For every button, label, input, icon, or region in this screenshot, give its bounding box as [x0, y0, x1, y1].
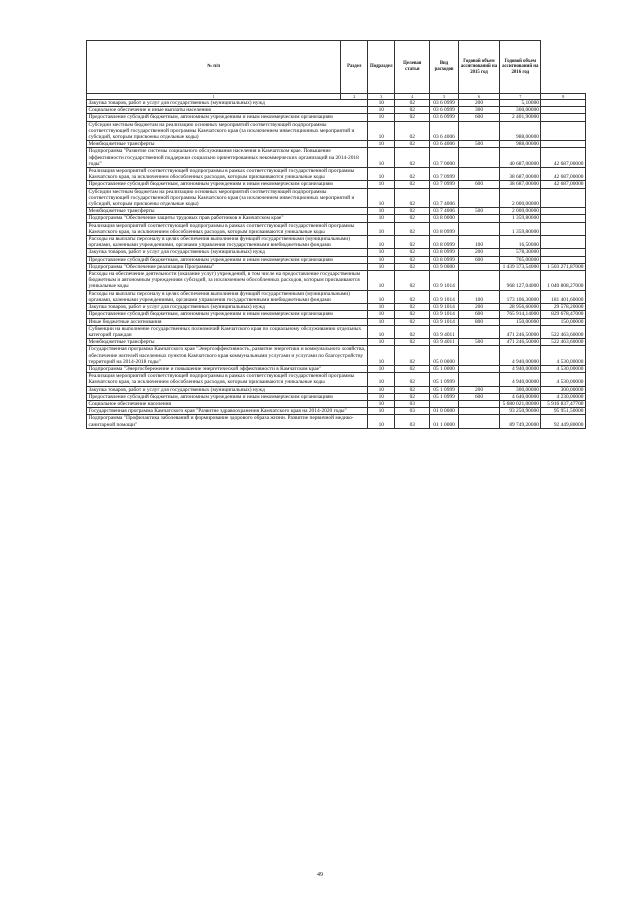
- row-razdel: 10: [368, 249, 395, 256]
- table-row: [87, 318, 586, 325]
- row-podrazdel: 02: [395, 222, 430, 235]
- row-expense-type: [458, 365, 499, 372]
- row-expense-type: [458, 325, 499, 338]
- row-target-article: 03 8 0999: [430, 222, 459, 235]
- header-target-article: Целевая статья: [395, 41, 430, 94]
- row-target-article: 03 8 0999: [430, 236, 459, 249]
- row-name: Государственная программа Камчатского края "Энергоэффективность, развитие энергетики и коммунального хозяйства, обеспечение жителей населенных пунктов Камчатского края коммунальными услугами и услугами по благоустройству территорий на 2014-2018 годы": [87, 346, 368, 366]
- table-row: [87, 107, 586, 114]
- row-amount-2015: 16,50000: [500, 236, 541, 249]
- row-target-article: 01 0 0000: [430, 408, 459, 415]
- row-name: Подпрограмма "Энергосбережение и повышение энергетической эффективности в Камчатском крае": [87, 365, 368, 372]
- row-amount-2015: 1 359,80000: [500, 222, 541, 235]
- row-name: Субсидии местным бюджетам на реализацию основных мероприятий соответствующей подпрограммы соответствующей государственной программы Камчатского края (за исключением инвестиционных мероприятий и субсидий, которым присвоены отдельные коды): [87, 188, 368, 208]
- row-podrazdel: 02: [395, 339, 430, 346]
- row-target-article: 03 6 4006: [430, 121, 459, 141]
- row-podrazdel: 02: [395, 325, 430, 338]
- row-amount-2016: 4 530,00000: [541, 365, 586, 372]
- row-razdel: 10: [368, 121, 395, 141]
- row-amount-2015: 150,00000: [500, 318, 541, 325]
- row-target-article: 03 9 4011: [430, 339, 459, 346]
- row-amount-2016: 1 503 271,87000: [541, 263, 586, 270]
- row-name: Расходы на выплаты персоналу в целях обеспечения выполнения функций государственными (муниципальными) органами, казенными учреждениями, органами управления государственными внебюджетными фондами: [87, 236, 368, 249]
- row-amount-2015: 988,00000: [500, 121, 541, 141]
- row-target-article: 05 0 0000: [430, 346, 459, 366]
- row-podrazdel: 02: [395, 121, 430, 141]
- table-row: [87, 236, 586, 249]
- table-row: [87, 304, 586, 311]
- row-amount-2016: [541, 121, 586, 141]
- row-razdel: 10: [368, 386, 395, 393]
- row-expense-type: 200: [458, 100, 499, 107]
- row-target-article: 03 8 0999: [430, 249, 459, 256]
- row-amount-2016: 300,00000: [541, 386, 586, 393]
- column-number: 5: [430, 94, 459, 100]
- row-razdel: 10: [368, 408, 395, 415]
- row-expense-type: 200: [458, 304, 499, 311]
- row-razdel: 10: [368, 222, 395, 235]
- page-number: 49: [317, 872, 323, 878]
- row-amount-2015: 28 956,60000: [500, 304, 541, 311]
- row-razdel: 10: [368, 141, 395, 148]
- row-target-article: 03 9 1014: [430, 271, 459, 291]
- row-podrazdel: 02: [395, 100, 430, 107]
- row-amount-2015: 765 914,14000: [500, 311, 541, 318]
- row-podrazdel: 02: [395, 181, 430, 188]
- row-amount-2015: 4 640,00000: [500, 393, 541, 400]
- row-amount-2016: 4 530,00000: [541, 346, 586, 366]
- row-amount-2016: 42 687,00000: [541, 181, 586, 188]
- row-target-article: 01 1 0000: [430, 415, 459, 428]
- row-target-article: 03 8 0000: [430, 215, 459, 222]
- row-podrazdel: 02: [395, 236, 430, 249]
- row-podrazdel: 02: [395, 304, 430, 311]
- table-row: [87, 339, 586, 346]
- row-name: Социальное обеспечение населения: [87, 400, 368, 407]
- row-name: Подпрограмма "Обеспечение защиты трудовых прав работников в Камчатском крае": [87, 215, 368, 222]
- row-expense-type: 600: [458, 181, 499, 188]
- row-razdel: 10: [368, 188, 395, 208]
- row-name: Реализация мероприятий соответствующей подпрограммы в рамках соответствующей государственной программы Камчатского края, за исключением обособленных расходов, которым присваиваются уникальные коды: [87, 222, 368, 235]
- row-amount-2015: 38 687,00000: [500, 181, 541, 188]
- row-podrazdel: 02: [395, 365, 430, 372]
- row-name: Межбюджетные трансферты: [87, 141, 368, 148]
- row-amount-2016: 522 463,60000: [541, 325, 586, 338]
- row-razdel: 10: [368, 415, 395, 428]
- row-amount-2016: 5 916 837,47700: [541, 400, 586, 407]
- table-row: [87, 121, 586, 141]
- row-name: Межбюджетные трансферты: [87, 208, 368, 215]
- row-name: Иные бюджетные ассигнования: [87, 318, 368, 325]
- row-amount-2015: 2 000,00000: [500, 208, 541, 215]
- table-row: [87, 148, 586, 168]
- row-amount-2015: 360,00000: [500, 107, 541, 114]
- row-amount-2015: 988,00000: [500, 141, 541, 148]
- table-row: [87, 215, 586, 222]
- row-amount-2015: 40 687,00000: [500, 148, 541, 168]
- row-amount-2016: [541, 114, 586, 121]
- row-amount-2016: [541, 222, 586, 235]
- row-razdel: 10: [368, 181, 395, 188]
- row-amount-2016: [541, 236, 586, 249]
- row-podrazdel: 03: [395, 400, 430, 407]
- row-target-article: 05 1 0000: [430, 365, 459, 372]
- budget-table: [86, 40, 586, 429]
- row-expense-type: 500: [458, 339, 499, 346]
- row-podrazdel: 02: [395, 346, 430, 366]
- row-expense-type: 100: [458, 236, 499, 249]
- row-expense-type: 600: [458, 256, 499, 263]
- row-amount-2015: 765,00000: [500, 256, 541, 263]
- row-podrazdel: 02: [395, 249, 430, 256]
- row-amount-2016: 4 530,00000: [541, 373, 586, 386]
- table-row: [87, 373, 586, 386]
- row-razdel: 10: [368, 339, 395, 346]
- table-row: [87, 365, 586, 372]
- header-2015: Годовой объем ассигнований на 2015 год: [458, 41, 499, 94]
- row-name: Закупка товаров, работ и услуг для государственных (муниципальных) нужд: [87, 386, 368, 393]
- row-podrazdel: 02: [395, 148, 430, 168]
- row-expense-type: [458, 346, 499, 366]
- row-podrazdel: 02: [395, 271, 430, 291]
- row-target-article: [430, 400, 459, 407]
- row-razdel: 10: [368, 148, 395, 168]
- row-target-article: 03 6 0999: [430, 107, 459, 114]
- row-amount-2016: 829 678,47000: [541, 311, 586, 318]
- row-expense-type: 600: [458, 393, 499, 400]
- row-amount-2015: 968 127,04000: [500, 271, 541, 291]
- row-target-article: 05 1 0999: [430, 393, 459, 400]
- row-expense-type: 300: [458, 107, 499, 114]
- row-expense-type: [458, 168, 499, 181]
- row-amount-2016: [541, 100, 586, 107]
- row-expense-type: [458, 373, 499, 386]
- row-target-article: 03 9 0000: [430, 263, 459, 270]
- row-podrazdel: 02: [395, 141, 430, 148]
- column-number: 2: [341, 94, 368, 100]
- row-name: Государственная программа Камчатского края "Развитие здравоохранения Камчатского края на 2014-2020 годы": [87, 408, 368, 415]
- row-target-article: 03 6 0999: [430, 100, 459, 107]
- row-razdel: 10: [368, 304, 395, 311]
- row-name: Предоставление субсидий бюджетным, автономным учреждениям и иным некоммерческим организациям: [87, 311, 368, 318]
- row-razdel: 10: [368, 365, 395, 372]
- row-razdel: 10: [368, 107, 395, 114]
- row-amount-2016: 150,00000: [541, 318, 586, 325]
- row-razdel: 10: [368, 318, 395, 325]
- table-row: [87, 188, 586, 208]
- row-expense-type: [458, 188, 499, 208]
- row-podrazdel: 02: [395, 208, 430, 215]
- row-target-article: 03 7 4006: [430, 208, 459, 215]
- table-row: [87, 290, 586, 303]
- row-amount-2016: [541, 215, 586, 222]
- row-expense-type: [458, 121, 499, 141]
- row-podrazdel: 02: [395, 393, 430, 400]
- row-expense-type: [458, 222, 499, 235]
- row-amount-2015: 89 749,20000: [500, 415, 541, 428]
- row-target-article: 03 7 0999: [430, 181, 459, 188]
- table-row: [87, 346, 586, 366]
- row-expense-type: [458, 215, 499, 222]
- row-amount-2015: 1 439 373,54000: [500, 263, 541, 270]
- row-name: Реализация мероприятий соответствующей подпрограммы в рамках соответствующей государственной программы Камчатского края, за исключением обособленных расходов, которым присваиваются уникальные коды: [87, 168, 368, 181]
- table-row: [87, 386, 586, 393]
- row-amount-2016: [541, 256, 586, 263]
- table-row: [87, 393, 586, 400]
- row-razdel: 10: [368, 271, 395, 291]
- column-number: 6: [458, 94, 499, 100]
- row-podrazdel: 02: [395, 386, 430, 393]
- row-razdel: 10: [368, 263, 395, 270]
- row-podrazdel: 02: [395, 188, 430, 208]
- row-target-article: 03 7 4006: [430, 188, 459, 208]
- row-razdel: 10: [368, 393, 395, 400]
- row-podrazdel: 03: [395, 415, 430, 428]
- header-number: № п/п: [87, 41, 341, 94]
- row-razdel: 10: [368, 208, 395, 215]
- column-number: 8: [541, 94, 586, 100]
- row-podrazdel: 02: [395, 215, 430, 222]
- row-amount-2016: 4 230,00000: [541, 393, 586, 400]
- row-razdel: 10: [368, 236, 395, 249]
- row-target-article: 03 9 4011: [430, 325, 459, 338]
- row-target-article: 03 9 1014: [430, 311, 459, 318]
- row-name: Закупка товаров, работ и услуг для государственных (муниципальных) нужд: [87, 304, 368, 311]
- row-name: Субвенции на выполнение государственных полномочий Камчатского края по социальному обслуживанию отдельных категорий граждан: [87, 325, 368, 338]
- table-row: [87, 408, 586, 415]
- row-name: Социальное обеспечение и иные выплаты населению: [87, 107, 368, 114]
- row-name: Подпрограмма "Развитие системы социального обслуживания населения в Камчатском крае. Повышение эффективности государственной поддержки социально ориентированных некоммерческих организаций на 2014-2018 годы": [87, 148, 368, 168]
- row-expense-type: [458, 148, 499, 168]
- row-amount-2015: 93 250,90000: [500, 408, 541, 415]
- row-amount-2015: 578,30000: [500, 249, 541, 256]
- table-row: [87, 168, 586, 181]
- row-amount-2015: 5 680 021,00000: [500, 400, 541, 407]
- row-podrazdel: 02: [395, 168, 430, 181]
- row-target-article: 03 7 0000: [430, 148, 459, 168]
- table-row: [87, 208, 586, 215]
- row-amount-2015: 4 940,00000: [500, 373, 541, 386]
- row-amount-2015: 2 401,90000: [500, 114, 541, 121]
- row-target-article: 03 6 0999: [430, 114, 459, 121]
- row-expense-type: 200: [458, 249, 499, 256]
- row-podrazdel: 02: [395, 107, 430, 114]
- row-target-article: 03 8 0999: [430, 256, 459, 263]
- row-name: Закупка товаров, работ и услуг для государственных (муниципальных) нужд: [87, 249, 368, 256]
- row-amount-2016: 522 463,60000: [541, 339, 586, 346]
- row-razdel: 10: [368, 311, 395, 318]
- header-expense-type: Вид расходов: [430, 41, 459, 94]
- row-amount-2016: 92 449,80000: [541, 415, 586, 428]
- column-number: 1: [87, 94, 341, 100]
- row-target-article: 05 1 0999: [430, 386, 459, 393]
- row-name: Предоставление субсидий бюджетным, автономным учреждениям и иным некоммерческим организациям: [87, 114, 368, 121]
- row-expense-type: 200: [458, 386, 499, 393]
- row-expense-type: [458, 271, 499, 291]
- row-amount-2015: 1 359,80000: [500, 215, 541, 222]
- row-podrazdel: 03: [395, 408, 430, 415]
- row-razdel: 10: [368, 100, 395, 107]
- row-name: Субсидии местным бюджетам на реализацию основных мероприятий соответствующей подпрограммы соответствующей государственной программы Камчатского края (за исключением инвестиционных мероприятий и субсидий, которым присвоены отдельные коды): [87, 121, 368, 141]
- row-podrazdel: 02: [395, 318, 430, 325]
- header-row: [87, 41, 586, 94]
- table-row: [87, 271, 586, 291]
- table-row: [87, 181, 586, 188]
- row-expense-type: 600: [458, 114, 499, 121]
- header-razdel: Раздел: [341, 41, 368, 94]
- table-row: [87, 415, 586, 428]
- column-number: 7: [500, 94, 541, 100]
- table-row: [87, 249, 586, 256]
- row-podrazdel: 02: [395, 373, 430, 386]
- table-row: [87, 311, 586, 318]
- row-razdel: 10: [368, 215, 395, 222]
- row-razdel: 10: [368, 114, 395, 121]
- row-podrazdel: 02: [395, 290, 430, 303]
- row-razdel: 10: [368, 290, 395, 303]
- row-expense-type: 500: [458, 141, 499, 148]
- row-name: Подпрограмма "Обеспечение реализации Программы": [87, 263, 368, 270]
- table-row: [87, 400, 586, 407]
- row-podrazdel: 02: [395, 263, 430, 270]
- row-amount-2015: 4 940,00000: [500, 365, 541, 372]
- table-row: [87, 222, 586, 235]
- table-row: [87, 325, 586, 338]
- row-name: Предоставление субсидий бюджетным, автономным учреждениям и иным некоммерческим организациям: [87, 256, 368, 263]
- row-amount-2015: 5,10000: [500, 100, 541, 107]
- row-amount-2016: [541, 208, 586, 215]
- row-amount-2015: 471 246,50000: [500, 325, 541, 338]
- row-podrazdel: 02: [395, 114, 430, 121]
- row-amount-2016: [541, 188, 586, 208]
- row-name: Подпрограмма "Профилактика заболеваний и формирование здорового образа жизни. Развитие первичной медико-санитарной помощи": [87, 415, 368, 428]
- row-podrazdel: 02: [395, 256, 430, 263]
- row-name: Реализация мероприятий соответствующей подпрограммы в рамках соответствующей государственной программы Камчатского края, за исключением обособленных расходов, которым присваиваются уникальные коды: [87, 373, 368, 386]
- row-podrazdel: 02: [395, 311, 430, 318]
- row-expense-type: 500: [458, 208, 499, 215]
- row-name: Предоставление субсидий бюджетным, автономным учреждениям и иным некоммерческим организациям: [87, 181, 368, 188]
- row-razdel: 10: [368, 256, 395, 263]
- row-amount-2015: 2 000,00000: [500, 188, 541, 208]
- row-amount-2015: 38 687,00000: [500, 168, 541, 181]
- row-target-article: 03 9 1014: [430, 304, 459, 311]
- row-amount-2016: 95 951,50000: [541, 408, 586, 415]
- row-razdel: 10: [368, 346, 395, 366]
- row-name: Закупка товаров, работ и услуг для государственных (муниципальных) нужд: [87, 100, 368, 107]
- row-amount-2016: [541, 249, 586, 256]
- row-amount-2015: 300,00000: [500, 386, 541, 393]
- table-row: [87, 263, 586, 270]
- row-amount-2015: 4 940,00000: [500, 346, 541, 366]
- row-expense-type: 100: [458, 290, 499, 303]
- row-amount-2016: 1 040 808,27000: [541, 271, 586, 291]
- header-2016: Годовой объем ассигнований на 2016 год: [500, 41, 541, 94]
- row-expense-type: [458, 415, 499, 428]
- row-name: Предоставление субсидий бюджетным, автономным учреждениям и иным некоммерческим организациям: [87, 393, 368, 400]
- row-target-article: 03 9 1014: [430, 318, 459, 325]
- table-row: [87, 141, 586, 148]
- row-amount-2016: 181 401,60000: [541, 290, 586, 303]
- table-row: [87, 114, 586, 121]
- row-expense-type: [458, 400, 499, 407]
- row-target-article: 03 9 1014: [430, 290, 459, 303]
- row-target-article: 05 1 0999: [430, 373, 459, 386]
- row-amount-2016: 42 687,00000: [541, 148, 586, 168]
- row-expense-type: 600: [458, 311, 499, 318]
- row-razdel: 10: [368, 400, 395, 407]
- table-row: [87, 256, 586, 263]
- header-podrazdel: Подраздел: [368, 41, 395, 94]
- row-expense-type: 800: [458, 318, 499, 325]
- row-target-article: 03 6 4006: [430, 141, 459, 148]
- row-amount-2015: 471 246,50000: [500, 339, 541, 346]
- row-amount-2016: 29 578,20000: [541, 304, 586, 311]
- row-amount-2016: 42 687,00000: [541, 168, 586, 181]
- row-name: Расходы на выплаты персоналу в целях обеспечения выполнения функций государственными (муниципальными) органами, казенными учреждениями, органами управления государственными внебюджетными фондами: [87, 290, 368, 303]
- row-amount-2015: 173 106,30000: [500, 290, 541, 303]
- column-number: 3: [368, 94, 395, 100]
- row-amount-2016: [541, 141, 586, 148]
- row-razdel: 10: [368, 325, 395, 338]
- column-number: 4: [395, 94, 430, 100]
- row-name: Расходы на обеспечение деятельности (оказание услуг) учреждений, в том числе на предоставление государственным бюджетным и автономным учреждениям субсидий, за исключением обособленных расходов, которым присваиваются уникальные коды: [87, 271, 368, 291]
- row-amount-2016: [541, 107, 586, 114]
- row-target-article: 03 7 0999: [430, 168, 459, 181]
- row-razdel: 10: [368, 168, 395, 181]
- row-expense-type: [458, 408, 499, 415]
- table-row: [87, 100, 586, 107]
- row-name: Межбюджетные трансферты: [87, 339, 368, 346]
- row-expense-type: [458, 263, 499, 270]
- row-razdel: 10: [368, 373, 395, 386]
